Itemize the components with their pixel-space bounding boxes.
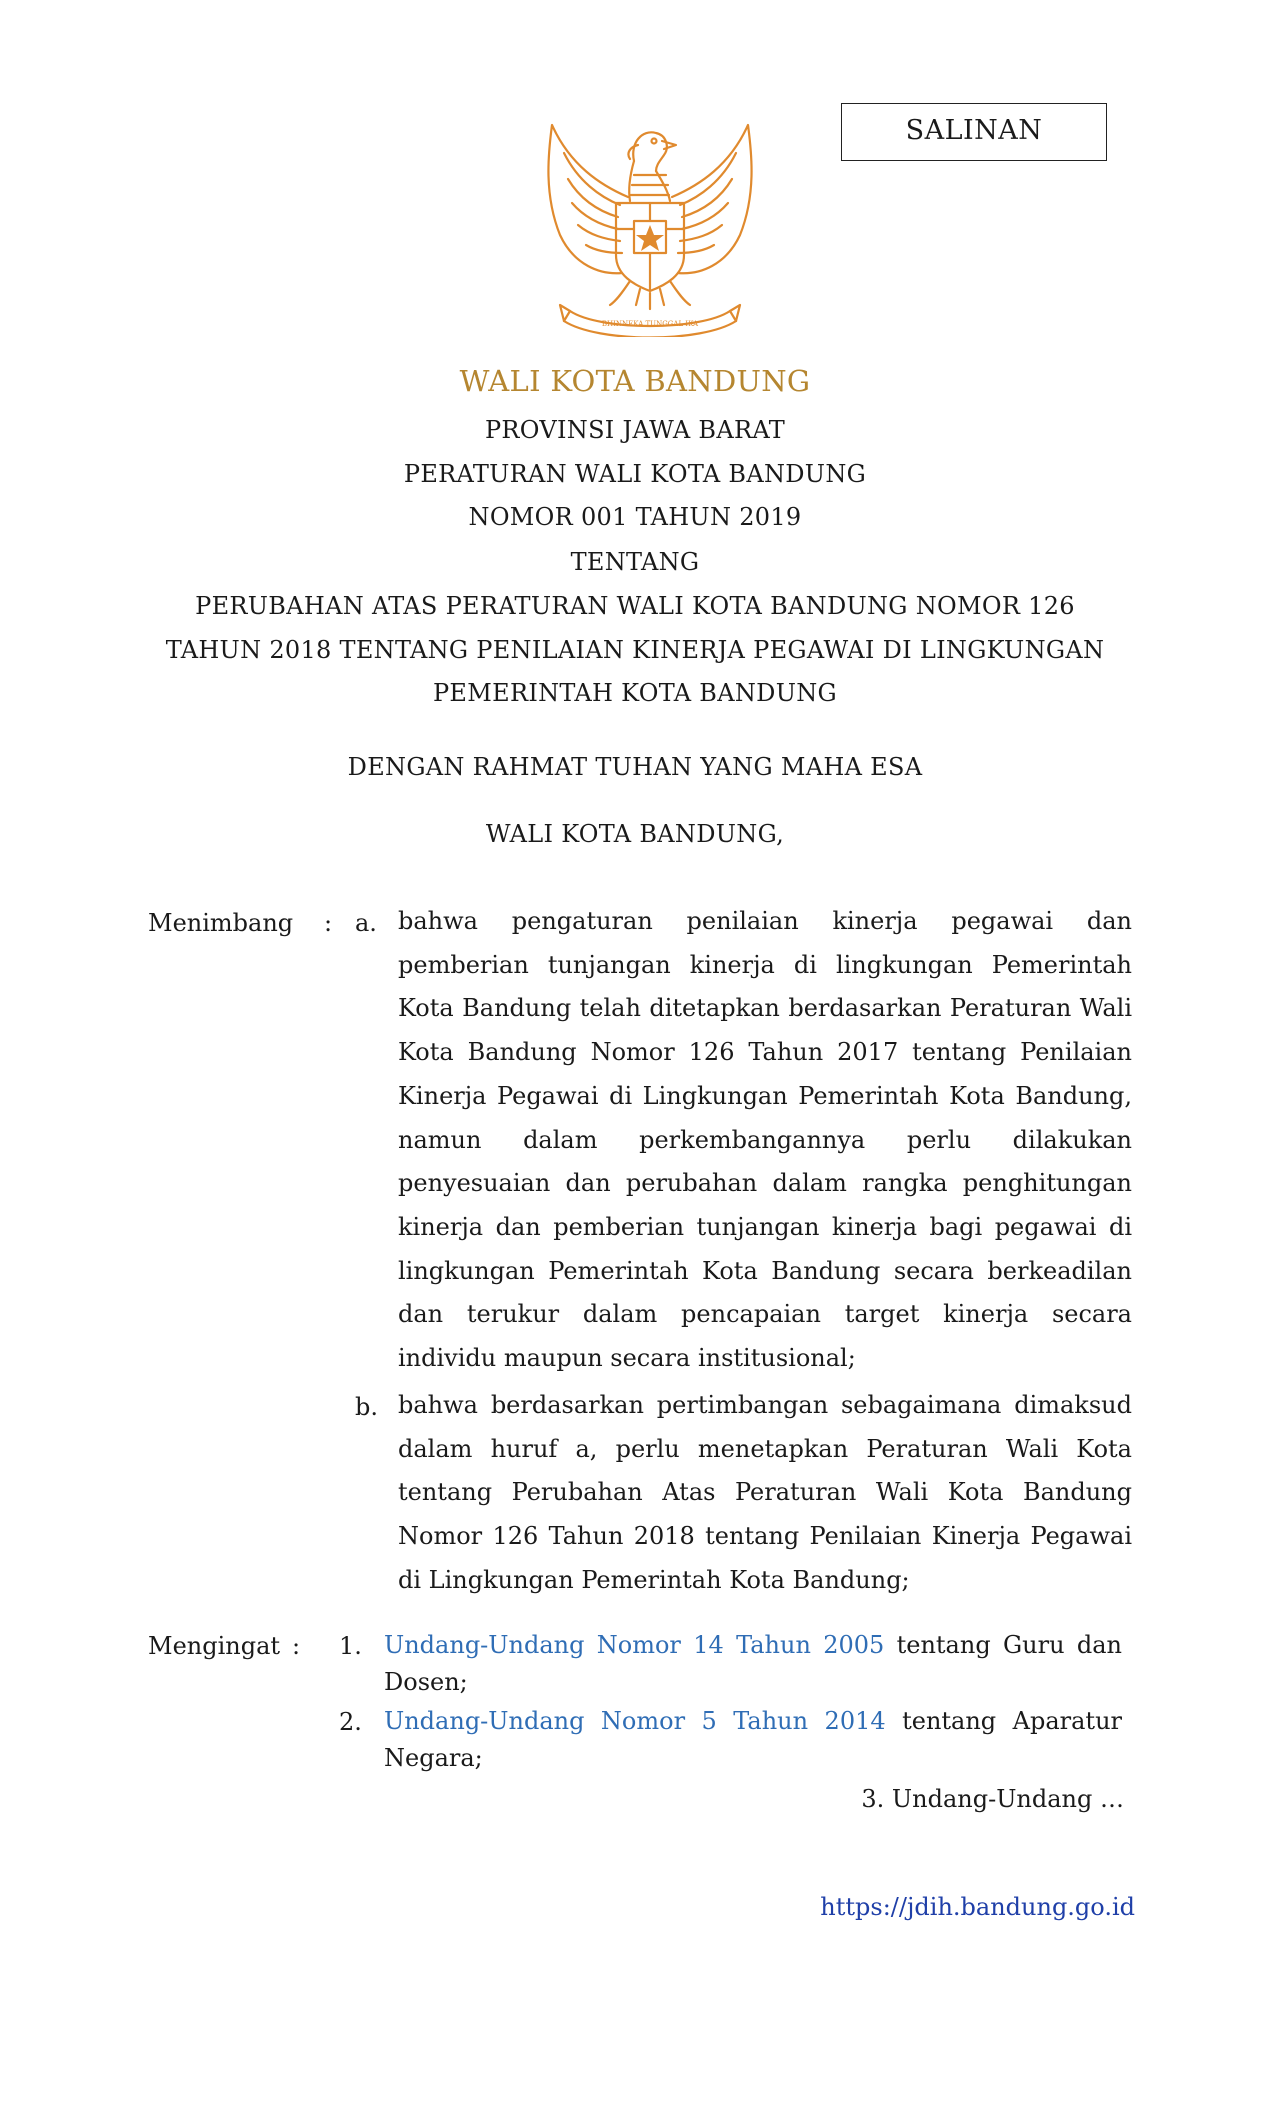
page-continuation: 3. Undang-Undang … xyxy=(861,1785,1124,1813)
salinan-stamp: SALINAN xyxy=(841,103,1107,161)
mengingat-item-2-text: tentang Aparatur Negara; xyxy=(384,1707,1122,1772)
menimbang-item-a: bahwa pengaturan penilaian kinerja pegawai dan pemberian tunjangan kinerja di lingkungan Pemerintah Kota Bandung telah ditetapkan berdasarkan Peraturan Wali Kota Bandung Nomor 126 Tahun 2017 tentang Penilaian Kinerja Pegawai di Lingkungan Pemerintah Kota Bandung, namun dalam perkembangannya perlu dilakukan penyesuaian dan perubahan dalam rangka penghitungan kinerja dan pemberian tunjangan kinerja bagi pegawai di lingkungan Pemerintah Kota Bandung secara berkeadilan dan terukur dalam pencapaian target kinerja secara individu maupun secara institusional; xyxy=(398,907,1132,1373)
footer-url-link[interactable]: https://jdih.bandung.go.id xyxy=(820,1893,1135,1921)
mengingat-item-2 xyxy=(384,1703,1122,1777)
garuda-emblem-icon xyxy=(530,105,770,337)
regulation-type: PERATURAN WALI KOTA BANDUNG xyxy=(403,460,867,488)
mengingat-item-1 xyxy=(384,1627,1122,1701)
subject-line-3: PEMERINTAH KOTA BANDUNG xyxy=(432,679,838,707)
subject-line-2: TAHUN 2018 TENTANG PENILAIAN KINERJA PEGAWAI DI LINGKUNGAN xyxy=(165,636,1105,664)
signatory-line: WALI KOTA BANDUNG, xyxy=(485,820,785,848)
tentang-label: TENTANG xyxy=(570,548,700,576)
law-link-1[interactable]: Undang-Undang Nomor 14 Tahun 2005 xyxy=(384,1631,885,1659)
mengingat-marker-2: 2. xyxy=(339,1708,362,1736)
law-link-2[interactable]: Undang-Undang Nomor 5 Tahun 2014 xyxy=(384,1707,886,1735)
menimbang-colon: : xyxy=(324,909,333,937)
emblem-motto: BHINNEKA TUNGGAL IKA xyxy=(601,320,699,328)
blessing-line: DENGAN RAHMAT TUHAN YANG MAHA ESA xyxy=(347,753,923,781)
mengingat-item-1-text: tentang Guru dan Dosen; xyxy=(384,1631,1123,1696)
mengingat-colon: : xyxy=(292,1632,301,1660)
menimbang-marker-a: a. xyxy=(355,909,377,937)
subject-line-1: PERUBAHAN ATAS PERATURAN WALI KOTA BANDUNG NOMOR 126 xyxy=(195,592,1075,620)
menimbang-item-b: bahwa berdasarkan pertimbangan sebagaimana dimaksud dalam huruf a, perlu menetapkan Peraturan Wali Kota tentang Perubahan Atas Peraturan Wali Kota Bandung Nomor 126 Tahun 2018 tentang Penilaian Kinerja Pegawai di Lingkungan Pemerintah Kota Bandung; xyxy=(398,1391,1132,1594)
issuer-title: WALI KOTA BANDUNG xyxy=(459,364,811,398)
mengingat-marker-1: 1. xyxy=(339,1632,362,1660)
regulation-number: NOMOR 001 TAHUN 2019 xyxy=(468,503,802,531)
menimbang-label: Menimbang xyxy=(148,909,294,937)
menimbang-marker-b: b. xyxy=(355,1393,378,1421)
province-line: PROVINSI JAWA BARAT xyxy=(484,416,786,444)
mengingat-label: Mengingat xyxy=(148,1632,281,1660)
